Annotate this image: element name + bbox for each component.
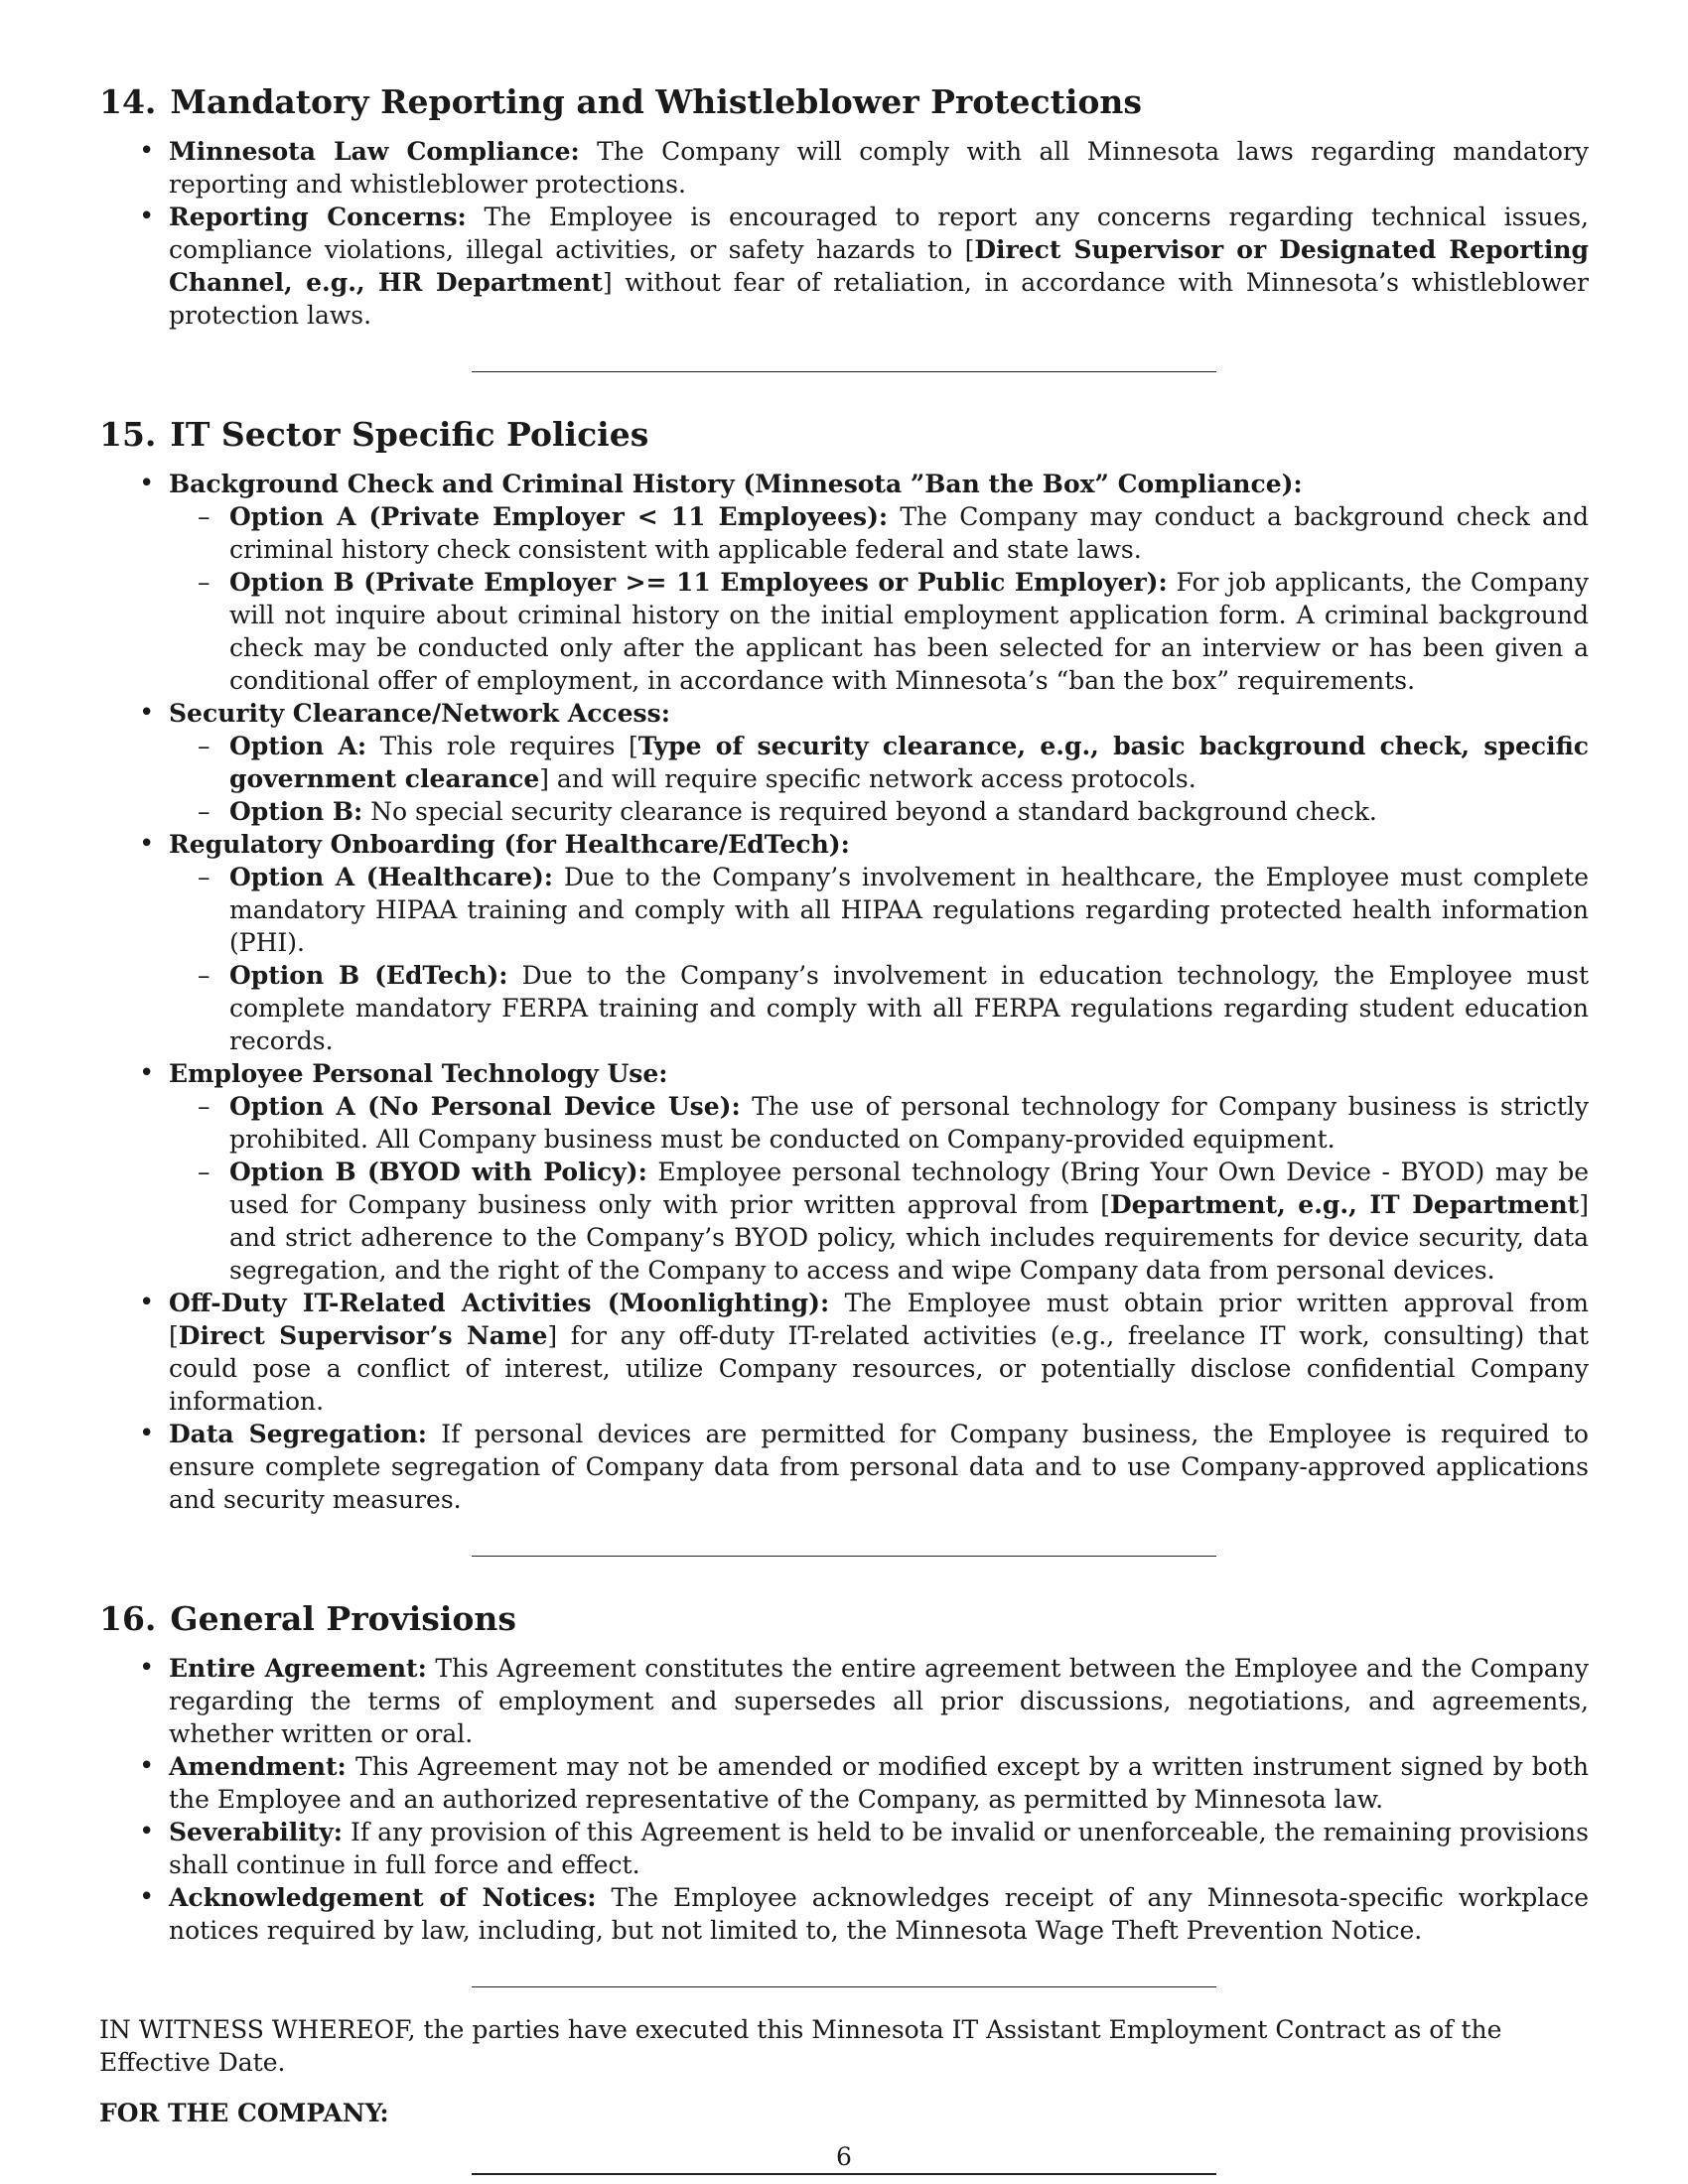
option-item [229, 1156, 1589, 1287]
section-16-list [99, 1652, 1589, 1947]
list-item [169, 1816, 1589, 1881]
section-14-list [99, 135, 1589, 332]
section-number: 14. [99, 82, 157, 121]
option-label: Option A (Private Employer < 11 Employees): [229, 502, 889, 531]
item-text: The Employee must obtain prior written approval from [ [169, 1289, 1589, 1350]
section-title: Mandatory Reporting and Whistleblower Protections [170, 82, 1142, 121]
option-label: Option B (Private Employer >= 11 Employees or Public Employer): [229, 568, 1168, 597]
placeholder-text: Type of security clearance, e.g., basic background check, specific government clearance [229, 732, 1589, 793]
option-list [169, 861, 1589, 1057]
witness-statement: IN WITNESS WHEREOF, the parties have executed this Minnesota IT Assistant Employment Contract as of the Effective Date. [99, 2015, 1502, 2077]
list-item [169, 1750, 1589, 1816]
option-text: The use of personal technology for Company business is strictly prohibited. All Company business must be conducted on Company-provided equipment. [229, 1092, 1589, 1154]
option-list [169, 730, 1589, 828]
option-item [229, 730, 1589, 795]
section-title: IT Sector Specific Policies [170, 415, 649, 454]
item-label: Amendment: [169, 1752, 347, 1781]
item-label: Background Check and Criminal History (Minnesota ”Ban the Box” Compliance): [169, 470, 1303, 498]
section-15 [99, 414, 1589, 1557]
placeholder-text: Direct Supervisor’s Name [178, 1321, 548, 1350]
item-label: Security Clearance/Network Access: [169, 699, 670, 728]
placeholder-text: Department, e.g., IT Department [1110, 1190, 1580, 1219]
option-item [229, 1090, 1589, 1156]
item-text: The Employee acknowledges receipt of any Minnesota-specific workplace notices required by law, including, but not limited to, the Minnesota Wage Theft Prevention Notice. [169, 1883, 1589, 1945]
page-number: 6 [836, 2142, 852, 2171]
section-number: 16. [99, 1599, 157, 1638]
section-title: General Provisions [170, 1599, 517, 1638]
option-item [229, 861, 1589, 959]
placeholder-text: Direct Supervisor or Designated Reporting Channel, e.g., HR Department [169, 235, 1590, 297]
option-text: ] and will require specific network access protocols. [539, 764, 1196, 793]
option-text: This role requires [ [366, 732, 638, 760]
option-text: ] and strict adherence to the Company’s BYOD policy, which includes requirements for device security, data segregation, and the right of the Company to access and wipe Company data from personal devices. [229, 1190, 1589, 1285]
list-item [169, 135, 1589, 201]
item-text: This Agreement constitutes the entire agreement between the Employee and the Company regarding the terms of employment and supersedes all prior discussions, negotiations, and agreements, whether written or oral. [169, 1654, 1590, 1748]
option-text: Due to the Company’s involvement in education technology, the Employee must complete mandatory FERPA training and comply with all FERPA regulations regarding student education records. [229, 961, 1589, 1055]
list-item [169, 1652, 1589, 1750]
option-text: No special security clearance is required beyond a standard background check. [362, 797, 1377, 826]
item-label: Off-Duty IT-Related Activities (Moonlighting): [169, 1289, 830, 1317]
item-label: Regulatory Onboarding (for Healthcare/EdTech): [169, 830, 850, 859]
section-number: 15. [99, 415, 157, 454]
section-15-list [99, 468, 1589, 1516]
option-label: Option A (Healthcare): [229, 863, 554, 891]
signature-line [472, 2173, 1216, 2175]
list-item [169, 201, 1589, 332]
item-label: Employee Personal Technology Use: [169, 1059, 668, 1088]
list-item-personal-tech [169, 1057, 1589, 1287]
option-label: Option A (No Personal Device Use): [229, 1092, 741, 1121]
option-text: The Company may conduct a background check and criminal history check consistent with applicable federal and state laws. [229, 502, 1589, 564]
item-text: ] without fear of retaliation, in accordance with Minnesota’s whistleblower protection laws. [169, 268, 1589, 330]
horizontal-rule [472, 1986, 1216, 1987]
section-15-heading [99, 414, 1589, 456]
item-label: Severability: [169, 1818, 344, 1846]
list-item-security [169, 697, 1589, 828]
item-label: Reporting Concerns: [169, 203, 467, 231]
option-list [169, 500, 1589, 697]
option-label: Option B (BYOD with Policy): [229, 1158, 647, 1186]
document-page [99, 81, 1589, 2175]
for-company-label: FOR THE COMPANY: [99, 2099, 389, 2127]
item-label: Entire Agreement: [169, 1654, 427, 1683]
option-item [229, 500, 1589, 566]
item-text: This Agreement may not be amended or modified except by a written instrument signed by both the Employee and an authorized representative of the Company, as permitted by Minnesota law. [169, 1752, 1589, 1814]
list-item-background-check [169, 468, 1589, 697]
option-label: Option B: [229, 797, 363, 826]
item-text: The Employee is encouraged to report any concerns regarding technical issues, compliance violations, illegal activities, or safety hazards to [ [169, 203, 1589, 264]
item-text: The Company will comply with all Minnesota laws regarding mandatory reporting and whistleblower protections. [169, 137, 1589, 199]
item-text: ] for any off-duty IT-related activities (e.g., freelance IT work, consulting) that could pose a conflict of interest, utilize Company resources, or potentially disclose confidential Company information. [169, 1321, 1589, 1416]
option-item [229, 566, 1589, 697]
option-list [169, 1090, 1589, 1287]
list-item [169, 1881, 1589, 1947]
list-item-data-segregation [169, 1418, 1589, 1516]
option-label: Option A: [229, 732, 367, 760]
item-label: Data Segregation: [169, 1420, 427, 1448]
option-text: Due to the Company’s involvement in healthcare, the Employee must complete mandatory HIPAA training and comply with all HIPAA regulations regarding protected health information (PHI). [229, 863, 1589, 957]
option-text: For job applicants, the Company will not inquire about criminal history on the initial employment application form. A criminal background check may be conducted only after the applicant has been selected for an interview or has been given a conditional offer of employment, in accordance with Minnesota’s “ban the box” requirements. [229, 568, 1589, 695]
section-16 [99, 1598, 1589, 1987]
option-text: Employee personal technology (Bring Your Own Device - BYOD) may be used for Company business only with prior written approval from [ [229, 1158, 1589, 1219]
section-14 [99, 81, 1589, 372]
list-item-regulatory [169, 828, 1589, 1057]
option-item [229, 795, 1589, 828]
option-label: Option B (EdTech): [229, 961, 508, 990]
list-item-offduty [169, 1287, 1589, 1418]
item-text: If personal devices are permitted for Company business, the Employee is required to ensure complete segregation of Company data from personal data and to use Company-approved applications and security measures. [169, 1420, 1589, 1514]
item-label: Minnesota Law Compliance: [169, 137, 580, 166]
item-label: Acknowledgement of Notices: [169, 1883, 597, 1912]
section-16-heading [99, 1598, 1589, 1640]
item-text: If any provision of this Agreement is held to be invalid or unenforceable, the remaining provisions shall continue in full force and effect. [169, 1818, 1589, 1879]
option-item [229, 959, 1589, 1057]
section-14-heading [99, 81, 1589, 123]
